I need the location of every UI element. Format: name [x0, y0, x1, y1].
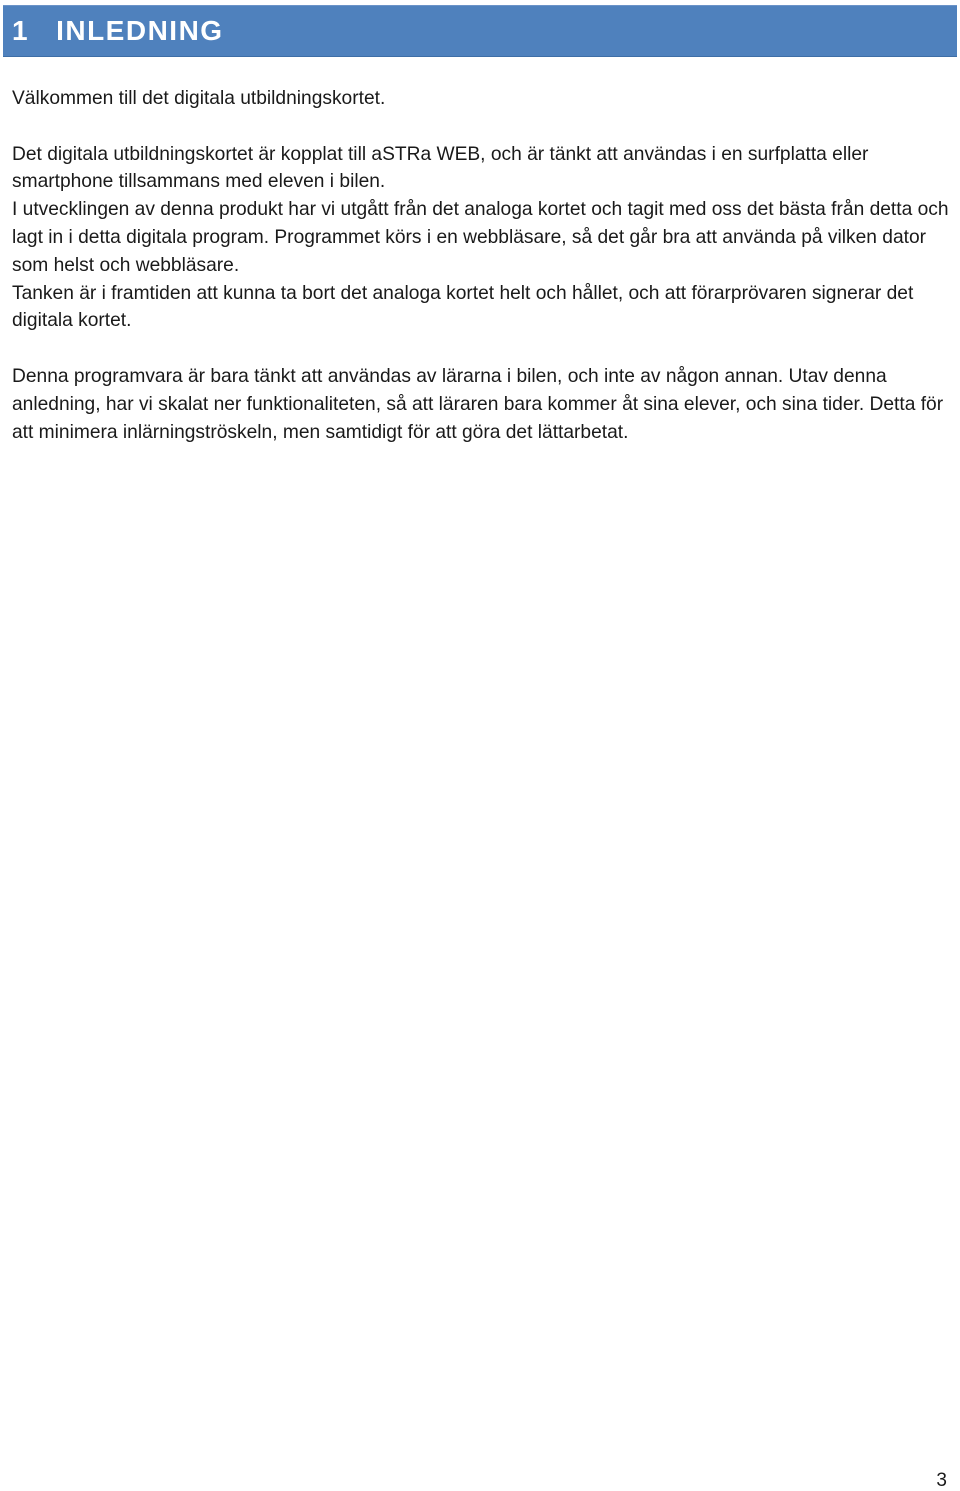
section-title: INLEDNING	[56, 15, 224, 46]
paragraph-audience: Denna programvara är bara tänkt att användas av lärarna i bilen, och inte av någon annan. Utav denna anledning, har vi skalat ner funktionaliteten, så att läraren bara kommer åt sina elever, och sina tider. Detta för att minimera inlärningströskeln, men samtidigt för att göra det lättarbetat.	[12, 365, 944, 443]
paragraph-gap	[12, 335, 952, 363]
paragraph-welcome: Välkommen till det digitala utbildningskortet.	[12, 88, 386, 109]
section-number: 1	[12, 15, 30, 46]
section-heading	[3, 5, 957, 57]
paragraph-future: Tanken är i framtiden att kunna ta bort det analoga kortet helt och hållet, och att förarprövaren signerar det digitala kortet.	[12, 282, 914, 332]
page-number: 3	[936, 1470, 947, 1491]
document-body	[12, 85, 952, 446]
paragraph-intro: Det digitala utbildningskortet är kopplat till aSTRa WEB, och är tänkt att användas i en surfplatta eller smartphone tillsammans med eleven i bilen.	[12, 143, 869, 193]
paragraph-gap	[12, 113, 952, 141]
paragraph-development: I utvecklingen av denna produkt har vi utgått från det analoga kortet och tagit med oss det bästa från detta och lagt in i detta digitala program. Programmet körs i en webbläsare, så det går bra att använda på vilken dator som helst och webbläsare.	[12, 199, 949, 276]
